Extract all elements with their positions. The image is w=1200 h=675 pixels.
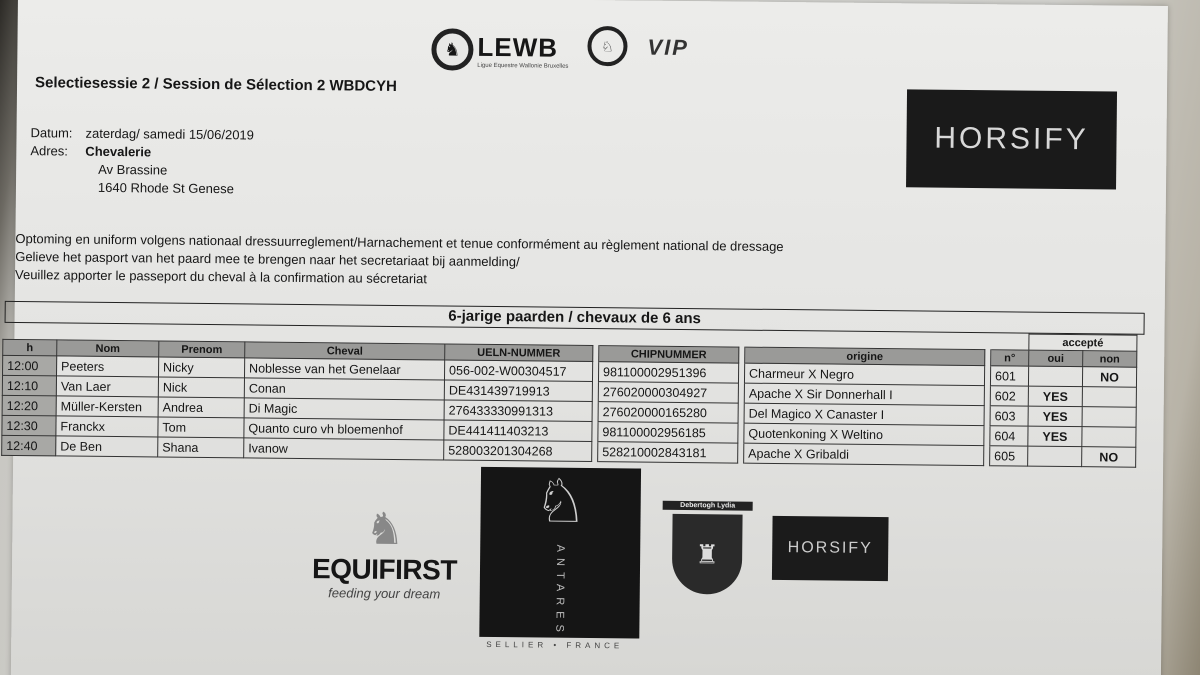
address-city: 1640 Rhode St Genese <box>97 179 234 197</box>
date-label: Datum: <box>30 125 73 141</box>
cell-oui <box>1028 446 1082 467</box>
cell-chip: 528210002843181 <box>598 442 738 463</box>
horsify-sponsor-logo: HORSIFY <box>906 89 1117 189</box>
cell-origine: Del Magico X Canaster I <box>744 403 984 426</box>
lewb-emblem-icon: ♞ <box>431 28 473 70</box>
col-h: h <box>3 339 57 356</box>
horsify-footer-logo: HORSIFY <box>772 516 889 581</box>
entries-table <box>1 323 1137 468</box>
accepte-label: accepté <box>1029 334 1137 351</box>
debertogh-name: Debertogh Lydia <box>663 501 753 511</box>
cell-nom: Peeters <box>57 356 159 377</box>
cell-prenom: Nicky <box>158 357 244 378</box>
cell-origine: Quotenkoning X Weltino <box>744 423 984 446</box>
cell-num: 602 <box>990 386 1028 406</box>
equifirst-logo <box>292 505 478 602</box>
cell-time: 12:20 <box>2 395 56 416</box>
antares-footer: SELLIER • FRANCE <box>486 639 624 651</box>
note-line: Optoming en uniform volgens nationaal dressuurreglement/Harnachement et tenue conformément au règlement national de dressage <box>15 230 784 255</box>
cell-num: 605 <box>990 446 1028 466</box>
cell-non: NO <box>1082 367 1136 388</box>
cell-chip: 276020000304927 <box>598 382 738 403</box>
note-line: Gelieve het pasport van het paard mee te brengen naar het secretariaat bij aanmelding/ <box>15 248 520 270</box>
cell-oui: YES <box>1028 406 1082 427</box>
col-oui: oui <box>1029 350 1083 367</box>
federation-seal-icon: ♘ <box>587 26 627 66</box>
antares-logo <box>479 467 641 639</box>
cell-origine: Charmeur X Negro <box>744 363 984 386</box>
cell-nom: Franckx <box>56 416 158 437</box>
address-label: Adres: <box>30 143 69 159</box>
table-title: 6-jarige paarden / chevaux de 6 ans <box>5 301 1145 335</box>
cell-oui: YES <box>1028 386 1082 407</box>
col-non: non <box>1083 351 1137 368</box>
lewb-logo <box>431 28 569 71</box>
cell-chip: 981100002951396 <box>598 362 738 383</box>
cell-nom: De Ben <box>56 436 158 457</box>
antares-wordmark: ANTARES <box>553 545 567 639</box>
horse-head-icon: ♞ <box>364 504 405 555</box>
col-chip: CHIPNUMMER <box>599 346 739 363</box>
lewb-wordmark: LEWB <box>477 31 559 63</box>
entries-table-section <box>6 301 1165 468</box>
cell-cheval: Di Magic <box>244 398 444 420</box>
cell-nom: Van Laer <box>56 376 158 397</box>
col-origine: origine <box>745 347 985 366</box>
cell-prenom: Nick <box>158 377 244 398</box>
cell-num: 603 <box>990 406 1028 426</box>
address-name: Chevalerie <box>85 143 152 160</box>
date-line <box>30 124 254 144</box>
col-cheval: Cheval <box>245 342 445 360</box>
cell-cheval: Noblesse van het Genelaar <box>244 358 444 380</box>
note-line: Veuillez apporter le passeport du cheval à la confirmation au sécretariat <box>14 266 428 287</box>
col-ueln: UELN-NUMMER <box>445 344 593 362</box>
cell-ueln: 276433330991313 <box>444 400 592 422</box>
equifirst-wordmark: EQUIFIRST <box>311 553 458 586</box>
cell-cheval: Quanto curo vh bloemenhof <box>244 418 444 440</box>
cell-ueln: DE431439719913 <box>444 380 592 402</box>
cell-num: 604 <box>990 426 1028 446</box>
antares-emblem-icon: ♘ <box>533 467 588 536</box>
cell-non: NO <box>1082 447 1136 468</box>
event-info <box>30 124 254 198</box>
address-line <box>30 142 254 162</box>
cell-time: 12:30 <box>2 415 56 436</box>
cell-ueln: 056-002-W00304517 <box>444 360 592 382</box>
address-street: Av Brassine <box>98 161 168 178</box>
cell-ueln: 528003201304268 <box>444 440 592 462</box>
cell-cheval: Conan <box>244 378 444 400</box>
cell-time: 12:40 <box>2 435 56 456</box>
equifirst-tagline: feeding your dream <box>328 585 441 602</box>
cell-cheval: Ivanow <box>244 438 444 460</box>
cell-nom: Müller-Kersten <box>56 396 158 417</box>
cell-oui <box>1028 366 1082 387</box>
cell-ueln: DE441411403213 <box>444 420 592 442</box>
col-num: n° <box>991 350 1029 366</box>
cell-time: 12:00 <box>3 355 57 376</box>
instructions-block <box>15 230 1016 294</box>
cell-prenom: Shana <box>158 437 244 458</box>
cell-prenom: Andrea <box>158 397 244 418</box>
cell-chip: 981100002956185 <box>598 422 738 443</box>
cell-oui: YES <box>1028 426 1082 447</box>
cell-origine: Apache X Sir Donnerhall I <box>744 383 984 406</box>
cell-non <box>1082 387 1136 408</box>
cell-non <box>1082 427 1136 448</box>
date-value: zaterdag/ samedi 15/06/2019 <box>85 125 255 143</box>
cell-prenom: Tom <box>158 417 244 438</box>
cell-time: 12:10 <box>2 375 56 396</box>
cell-non <box>1082 407 1136 428</box>
col-nom: Nom <box>57 340 159 357</box>
lewb-subtitle: Ligue Equestre Wallonie Bruxelles <box>477 62 569 70</box>
vip-logo: VIP <box>647 34 690 61</box>
cell-num: 601 <box>990 366 1028 386</box>
col-prenom: Prenom <box>159 341 245 358</box>
cell-chip: 276020000165280 <box>598 402 738 423</box>
debertogh-logo <box>662 501 753 602</box>
cell-origine: Apache X Gribaldi <box>744 443 984 466</box>
document-sheet <box>6 0 1168 675</box>
page-title: Selectiesessie 2 / Session de Sélection 2 WBDCYH <box>34 74 397 95</box>
coat-of-arms-icon: ♜ <box>672 514 743 595</box>
